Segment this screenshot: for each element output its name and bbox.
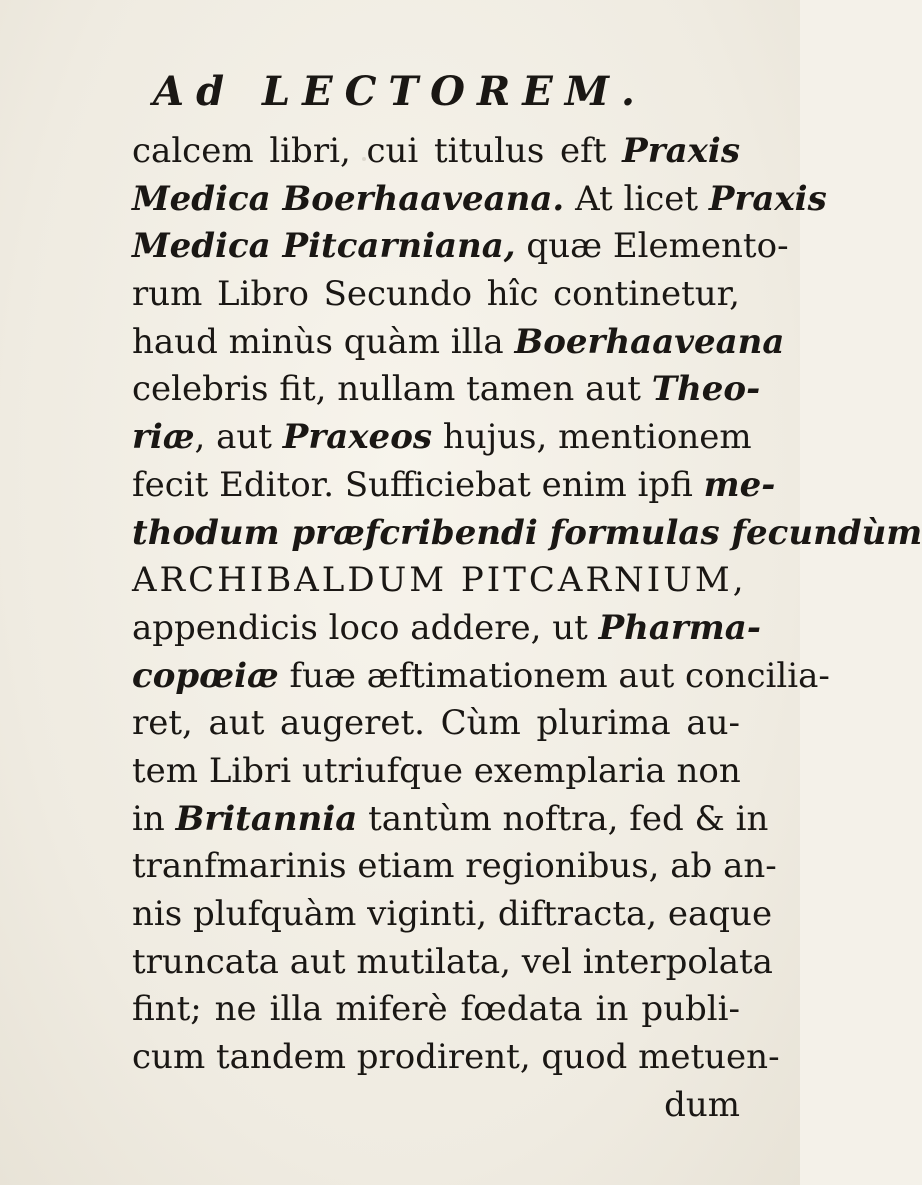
text-line	[132, 271, 740, 319]
running-head: Ad LECTOREM.	[153, 68, 647, 115]
roman-span: , aut	[194, 417, 283, 458]
italic-span: Praxis	[622, 131, 740, 171]
italic-span: thodum præfcribendi formulas fecundùm	[132, 512, 922, 553]
italic-span: Medica Boerhaaveana.	[132, 178, 565, 219]
roman-span: calcem libri, cui titulus eft	[132, 131, 623, 171]
italic-span: Boerhaaveana	[514, 321, 785, 362]
text-line	[132, 128, 740, 176]
ink-speck	[362, 157, 366, 161]
text-line	[132, 939, 773, 987]
roman-span: tantùm noftra, fed & in	[357, 798, 769, 839]
text-line	[132, 748, 740, 796]
italic-span: riæ	[132, 417, 195, 458]
italic-span: Praxeos	[282, 417, 433, 458]
italic-span: me-	[703, 464, 776, 505]
text-line	[132, 700, 740, 748]
text-line	[132, 605, 761, 653]
roman-span: hujus, mentionem	[432, 417, 752, 458]
italic-span: Medica Pitcarniana,	[132, 226, 516, 267]
text-line	[132, 1082, 740, 1130]
roman-span: appendicis loco addere, ut	[132, 607, 599, 648]
text-line	[132, 986, 740, 1034]
text-line	[132, 462, 776, 510]
text-line	[132, 891, 773, 939]
roman-span: tem Libri utriufque exemplaria non	[132, 750, 741, 791]
roman-span: fuæ æftimationem aut concilia-	[278, 655, 830, 696]
italic-span: Pharma-	[598, 607, 761, 648]
text-line	[132, 510, 922, 558]
roman-span: quæ Elemento-	[515, 226, 789, 267]
text-line	[132, 414, 752, 462]
roman-span: At licet	[564, 178, 709, 219]
roman-span: haud minùs quàm illa	[132, 321, 515, 362]
text-line	[132, 1034, 780, 1082]
text-line	[132, 223, 789, 271]
roman-span: in	[132, 798, 176, 839]
roman-span: ret, aut augeret. Cùm plurima au-	[132, 703, 740, 744]
text-line	[132, 319, 785, 367]
text-line	[132, 176, 827, 224]
ink-speck	[444, 292, 448, 296]
roman-span: nis plufquàm viginti, diftracta, eaque	[132, 894, 773, 934]
italic-span: Praxis	[708, 178, 827, 219]
small-caps-span: ARCHIBALDUM PITCARNIUM,	[132, 560, 747, 601]
text-line	[132, 843, 777, 891]
roman-span: cum tandem prodirent, quod metuen-	[132, 1037, 780, 1078]
italic-span: Theo-	[651, 369, 761, 410]
roman-span: fecit Editor. Sufficiebat enim ipfi	[132, 464, 704, 505]
roman-span: fint; ne illa miferè fœdata in publi-	[132, 989, 740, 1030]
roman-span: truncata aut mutilata, vel interpolata	[132, 941, 773, 982]
text-line	[132, 366, 761, 414]
roman-span: dum	[664, 1084, 740, 1125]
text-line	[132, 653, 830, 701]
roman-span: rum Libro Secundo hîc continetur,	[132, 274, 740, 315]
body-text	[132, 128, 922, 1129]
text-line	[132, 557, 747, 605]
roman-span: celebris fit, nullam tamen aut	[132, 369, 652, 410]
text-line	[132, 796, 769, 844]
italic-span: Britannia	[175, 798, 358, 839]
roman-span: tranfmarinis etiam regionibus, ab an-	[132, 846, 777, 887]
italic-span: copœiæ	[132, 655, 279, 696]
